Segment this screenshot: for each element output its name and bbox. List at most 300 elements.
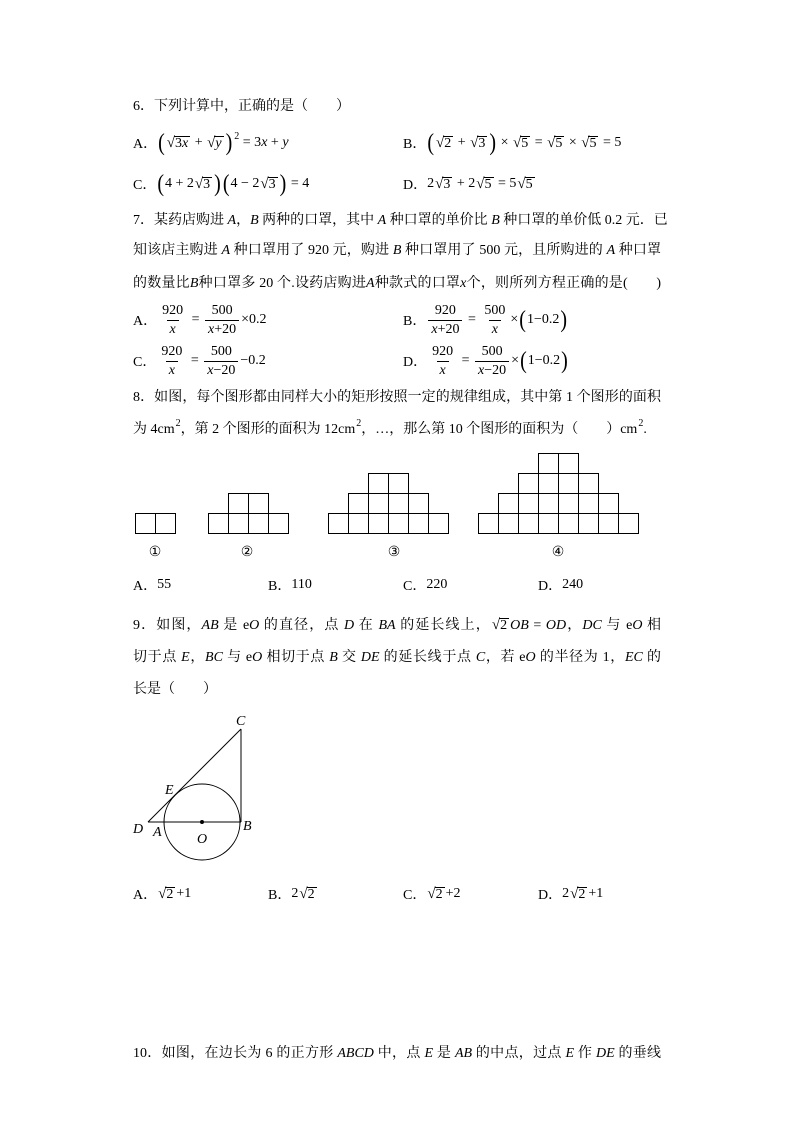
text-run: ，若 e (485, 650, 526, 665)
q9-option-d (538, 881, 603, 907)
square-root (517, 176, 534, 193)
text-run: 长是（ ） (133, 682, 217, 697)
text-run: 知该店主购进 (133, 243, 222, 258)
square-tile (269, 514, 289, 534)
option-label: A． (133, 314, 158, 329)
numerator (208, 343, 235, 361)
math-variable: B (491, 213, 500, 228)
text-run: 2 (427, 176, 435, 191)
math-variable: A (366, 276, 375, 291)
text-run: 3 (268, 176, 276, 192)
square-tile (229, 494, 249, 514)
text-run: 的延长线于点 (379, 650, 476, 665)
text-run: 的数量比 (133, 276, 190, 291)
text-run: 交 (337, 650, 361, 665)
text-run: + (267, 135, 283, 150)
text-run: 是 (433, 1046, 455, 1061)
option-expression (157, 302, 266, 339)
option-value: 55 (157, 577, 172, 592)
q9-stem-line-1 (133, 614, 661, 636)
text-run: 为 4cm (133, 422, 175, 437)
bracket: ( (158, 129, 165, 157)
option-label: C． (403, 888, 427, 903)
text-run: 2 (435, 886, 443, 902)
square-root (570, 886, 587, 903)
math-variable: A (606, 243, 616, 258)
radical-sign: √ (476, 175, 485, 192)
option-label: D． (403, 178, 428, 193)
square-tile (479, 514, 499, 534)
math-variable: E (181, 650, 190, 665)
square-tile (599, 514, 619, 534)
numerator (158, 343, 185, 361)
radicand (174, 136, 190, 151)
text-run: × (510, 312, 519, 327)
square-tile (599, 494, 619, 514)
fraction (475, 343, 509, 380)
tangent-line-dc (148, 729, 241, 822)
text-run: + 2 (453, 176, 476, 191)
radical-sign: √ (547, 134, 556, 151)
point-label-e: E (165, 783, 174, 798)
center-point-o (200, 820, 204, 824)
text-run: 500 (210, 343, 232, 359)
square-root (492, 614, 509, 637)
text-run: 1−0.2 (527, 353, 561, 368)
math-variable: A (221, 243, 231, 258)
text-run: ， (566, 618, 583, 633)
text-run: = 3 (239, 135, 262, 150)
figure-4 (479, 454, 639, 534)
radicand (525, 177, 535, 192)
text-run: 3 (478, 135, 486, 151)
text-run: 2 (166, 886, 174, 902)
text-run: 9．如图， (133, 618, 202, 633)
math-variable: x (182, 135, 189, 151)
square-tile (539, 454, 559, 474)
square-root (435, 176, 452, 193)
text-run: = (188, 312, 204, 327)
math-variable: B (392, 243, 402, 258)
text-run: ，第 2 个图形的面积为 12cm (180, 422, 356, 437)
q7-stem-line-2 (133, 240, 661, 262)
bracket: ( (519, 306, 526, 334)
radicand (268, 177, 278, 192)
text-run: 两种的口罩，其中 (258, 213, 378, 228)
square-tile (349, 514, 369, 534)
math-variable: x (168, 362, 175, 378)
math-variable: E (565, 1046, 575, 1061)
q9-option-c (403, 881, 460, 907)
square-tile (619, 514, 639, 534)
math-variable: ABCD (337, 1046, 374, 1061)
option-expression (291, 886, 317, 903)
text-run: 个，则所列方程正确的是( ) (466, 276, 662, 291)
superscript: 2 (234, 130, 240, 142)
text-run: = (528, 618, 546, 633)
figure-2 (209, 494, 289, 534)
square-tile (369, 514, 389, 534)
option-label: A． (133, 137, 158, 152)
numerator (481, 302, 508, 320)
square-root (427, 886, 444, 903)
q7-option-a (133, 299, 267, 341)
q8-stem-line-1 (133, 387, 661, 409)
math-variable: O (249, 618, 260, 633)
denominator (428, 320, 462, 339)
math-variable: y (215, 135, 222, 151)
q6-stem (133, 96, 350, 118)
superscript: 2 (638, 418, 644, 429)
text-run: 种款式的口罩 (374, 276, 461, 291)
math-variable: DE (595, 1046, 615, 1061)
text-run: 500 (211, 302, 233, 318)
math-variable: OB (510, 618, 529, 633)
fraction (205, 302, 239, 339)
square-tile (539, 514, 559, 534)
text-run: 的中点，过点 (472, 1046, 566, 1061)
math-variable: O (525, 650, 536, 665)
q9-option-a (133, 881, 191, 907)
square-root (195, 176, 212, 193)
numerator (209, 302, 236, 320)
text-run: = (531, 135, 547, 150)
square-tile (579, 474, 599, 494)
q6-option-b (403, 130, 621, 156)
option-expression (156, 170, 310, 198)
radicand (442, 177, 452, 192)
square-tile (249, 494, 269, 514)
radical-sign: √ (491, 617, 501, 633)
square-root (581, 135, 598, 152)
fraction (159, 302, 186, 339)
text-run: . (643, 422, 647, 437)
radical-sign: √ (260, 175, 269, 192)
text-run: 8．如图，每个图形都由同样大小的矩形按照一定的规律组成，其中第 1 个图形的面积 (133, 390, 661, 405)
math-variable: AB (454, 1046, 473, 1061)
denominator (205, 320, 239, 339)
square-tile (249, 514, 269, 534)
text-run: 在 (354, 618, 379, 633)
math-variable: E (424, 1046, 434, 1061)
figure-1-label: ① (148, 545, 162, 560)
text-run: 920 (161, 343, 183, 359)
text-run: 5 (484, 176, 492, 192)
square-tile (559, 454, 579, 474)
text-run: 的垂线 (614, 1046, 662, 1061)
text-run: 920 (434, 302, 456, 318)
text-run: ，…，那么第 10 个图形的面积为（ ）cm (361, 422, 638, 437)
text-run: ×0.2 (241, 312, 267, 327)
math-variable: B (189, 276, 199, 291)
radical-sign: √ (512, 134, 522, 151)
square-tile (156, 514, 176, 534)
text-run: 种口罩的单价比 (386, 213, 492, 228)
text-run: 的延长线上， (395, 618, 491, 633)
point-label-d: D (133, 822, 144, 837)
radical-sign: √ (299, 885, 308, 902)
square-root (513, 135, 530, 152)
bracket: ( (520, 347, 527, 375)
math-variable: x (207, 362, 214, 378)
q9-stem-line-2 (133, 647, 661, 669)
square-tile (579, 514, 599, 534)
q7-stem-line-3 (133, 273, 661, 295)
text-run: + (191, 135, 207, 150)
text-run: 2 (307, 886, 315, 902)
radical-sign: √ (436, 134, 445, 151)
text-run: 是 e (218, 618, 250, 633)
math-variable: x (431, 321, 438, 337)
text-run: 3 (203, 176, 211, 192)
q8-option-b (268, 572, 312, 598)
math-variable: x (169, 321, 176, 337)
square-tile (559, 494, 579, 514)
numerator (479, 343, 506, 361)
radicand (165, 887, 175, 902)
text-run: 切于点 (133, 650, 182, 665)
math-variable: BC (205, 650, 223, 665)
square-tile (369, 494, 389, 514)
math-variable: y (282, 135, 289, 150)
denominator (204, 361, 238, 380)
superscript: 2 (356, 418, 362, 429)
text-run: 种口罩用了 920 元，购进 (230, 243, 393, 258)
radicand (520, 136, 530, 151)
text-run: ， (189, 650, 206, 665)
text-run: 5 (525, 176, 533, 192)
text-run: 种口罩的单价低 0.2 元．已 (499, 213, 668, 228)
radicand (443, 136, 453, 151)
circle-tangent-diagram (125, 705, 265, 865)
figure-3 (329, 474, 449, 534)
text-run: 种口罩 (615, 243, 662, 258)
text-run: 3 (175, 135, 183, 151)
text-run: = (458, 353, 474, 368)
option-label: A． (133, 579, 158, 594)
text-run: 的 (642, 650, 662, 665)
fraction (158, 343, 185, 380)
option-value: 110 (291, 577, 312, 592)
denominator (437, 361, 449, 380)
bracket: ( (157, 170, 165, 198)
option-label: D． (403, 355, 428, 370)
text-run: × (565, 135, 581, 150)
radicand (202, 177, 212, 192)
square-tile (389, 494, 409, 514)
text-run: × (497, 135, 512, 150)
text-run: 3 (443, 176, 451, 192)
numerator (429, 343, 456, 361)
text-run: 10．如图，在边长为 6 的正方形 (133, 1046, 338, 1061)
q7-stem-line-1 (133, 210, 668, 232)
option-label: A． (133, 888, 158, 903)
denominator (167, 320, 179, 339)
text-run: 5 (555, 135, 563, 151)
q7-option-d (403, 340, 569, 382)
square-tile (559, 474, 579, 494)
bracket: ) (561, 347, 568, 375)
square-root (207, 135, 223, 152)
radical-sign: √ (194, 175, 204, 192)
text-run: 种口罩用了 500 元，且所购进的 (401, 243, 607, 258)
square-root (436, 135, 453, 152)
math-variable: DE (360, 650, 380, 665)
figure-3-label: ③ (387, 545, 401, 560)
option-expression (426, 886, 460, 903)
option-label: B． (403, 314, 427, 329)
text-run: 4 − 2 (230, 176, 260, 191)
text-run: +1 (588, 886, 604, 901)
square-tile (429, 514, 449, 534)
radical-sign: √ (570, 885, 579, 902)
option-label: B． (268, 579, 292, 594)
option-expression (426, 302, 568, 339)
square-tile (539, 494, 559, 514)
square-tile (409, 494, 429, 514)
text-run: 与 e (601, 618, 633, 633)
square-root (158, 886, 175, 903)
radical-sign: √ (517, 175, 526, 192)
radical-sign: √ (166, 134, 176, 151)
text-run: 920 (432, 343, 454, 359)
square-tile (539, 474, 559, 494)
text-run: 920 (162, 302, 184, 318)
math-variable: x (460, 276, 467, 291)
math-variable: B (250, 213, 259, 228)
text-run: −20 (213, 362, 236, 378)
math-variable: EC (624, 650, 643, 665)
q9-stem-line-3 (133, 679, 217, 701)
bracket: ) (560, 306, 568, 334)
math-variable: A (227, 213, 237, 228)
point-label-o: O (197, 832, 208, 847)
point-label-b: B (243, 819, 252, 834)
math-variable: DC (582, 618, 602, 633)
radicand (588, 136, 598, 151)
text-run: −20 (484, 362, 507, 378)
q6-option-c (133, 171, 309, 197)
q7-option-c (133, 340, 266, 382)
text-run: = 5 (599, 135, 622, 150)
option-expression (156, 343, 265, 380)
q8-option-d (538, 572, 583, 598)
option-label: B． (403, 137, 427, 152)
square-tile (519, 514, 539, 534)
text-run: 种口罩多 20 个.设药店购进 (198, 276, 367, 291)
text-run: 的半径为 1， (535, 650, 625, 665)
numerator (159, 302, 186, 320)
math-variable: AB (201, 618, 219, 633)
text-run: 2 (444, 135, 452, 151)
radicand (484, 177, 494, 192)
square-root (547, 135, 564, 152)
square-tile (349, 494, 369, 514)
text-run: 2 (291, 886, 299, 901)
option-label: D． (538, 579, 563, 594)
math-variable: OD (545, 618, 567, 633)
denominator (475, 361, 509, 380)
text-run: ， (236, 213, 251, 228)
math-variable: C (475, 650, 486, 665)
option-expression (427, 176, 536, 193)
option-label: C． (403, 579, 427, 594)
option-expression (157, 886, 191, 903)
square-root (470, 135, 487, 152)
text-run: 作 (574, 1046, 596, 1061)
figure-4-label: ④ (551, 545, 565, 560)
text-run: = (464, 312, 480, 327)
square-tile (499, 494, 519, 514)
q8-option-c (403, 572, 447, 598)
figure-2-label: ② (240, 545, 254, 560)
option-label: D． (538, 888, 563, 903)
text-run: + (454, 135, 470, 150)
math-variable: BA (378, 618, 396, 633)
point-label-a: A (153, 825, 162, 840)
text-run: 500 (481, 343, 503, 359)
bracket: ( (222, 170, 230, 198)
bracket: ( (427, 129, 435, 157)
math-variable: D (344, 618, 355, 633)
radicand (435, 887, 445, 902)
square-tile (389, 474, 409, 494)
math-variable: x (208, 321, 215, 337)
q8-stem-line-2 (133, 419, 647, 441)
q8-option-a (133, 572, 171, 598)
option-value: 240 (562, 577, 584, 592)
option-label: B． (268, 888, 292, 903)
radical-sign: √ (581, 134, 590, 151)
radical-sign: √ (158, 885, 167, 902)
text-run: = (187, 353, 203, 368)
radicand (214, 136, 223, 151)
square-tile (579, 494, 599, 514)
q10-stem-line-1 (133, 1043, 661, 1065)
q7-option-b (403, 299, 568, 341)
text-run: 中，点 (373, 1046, 425, 1061)
text-run: +1 (176, 886, 192, 901)
square-tile (499, 514, 519, 534)
bracket: ) (214, 170, 221, 198)
square-root (299, 886, 316, 903)
square-root (476, 176, 493, 193)
text-run: 5 (521, 135, 529, 151)
math-variable: O (252, 650, 263, 665)
square-tile (559, 514, 579, 534)
text-run: = 5 (494, 176, 517, 191)
square-tile (519, 494, 539, 514)
q6-option-d (403, 171, 536, 197)
radicand (477, 136, 487, 151)
math-variable: A (377, 213, 387, 228)
text-run: 2 (578, 886, 586, 902)
square-tile (329, 514, 349, 534)
tile-pattern-figures (0, 440, 794, 540)
point-label-c: C (236, 714, 246, 729)
square-tile (229, 514, 249, 534)
option-expression (157, 129, 289, 157)
square-tile (136, 514, 156, 534)
math-variable: O (632, 618, 643, 633)
denominator (489, 320, 501, 339)
text-run: 2 (500, 618, 508, 633)
text-run: +2 (445, 886, 461, 901)
bracket: ) (279, 170, 287, 198)
fraction (481, 302, 508, 339)
text-run: −0.2 (240, 353, 266, 368)
superscript: 2 (175, 418, 181, 429)
